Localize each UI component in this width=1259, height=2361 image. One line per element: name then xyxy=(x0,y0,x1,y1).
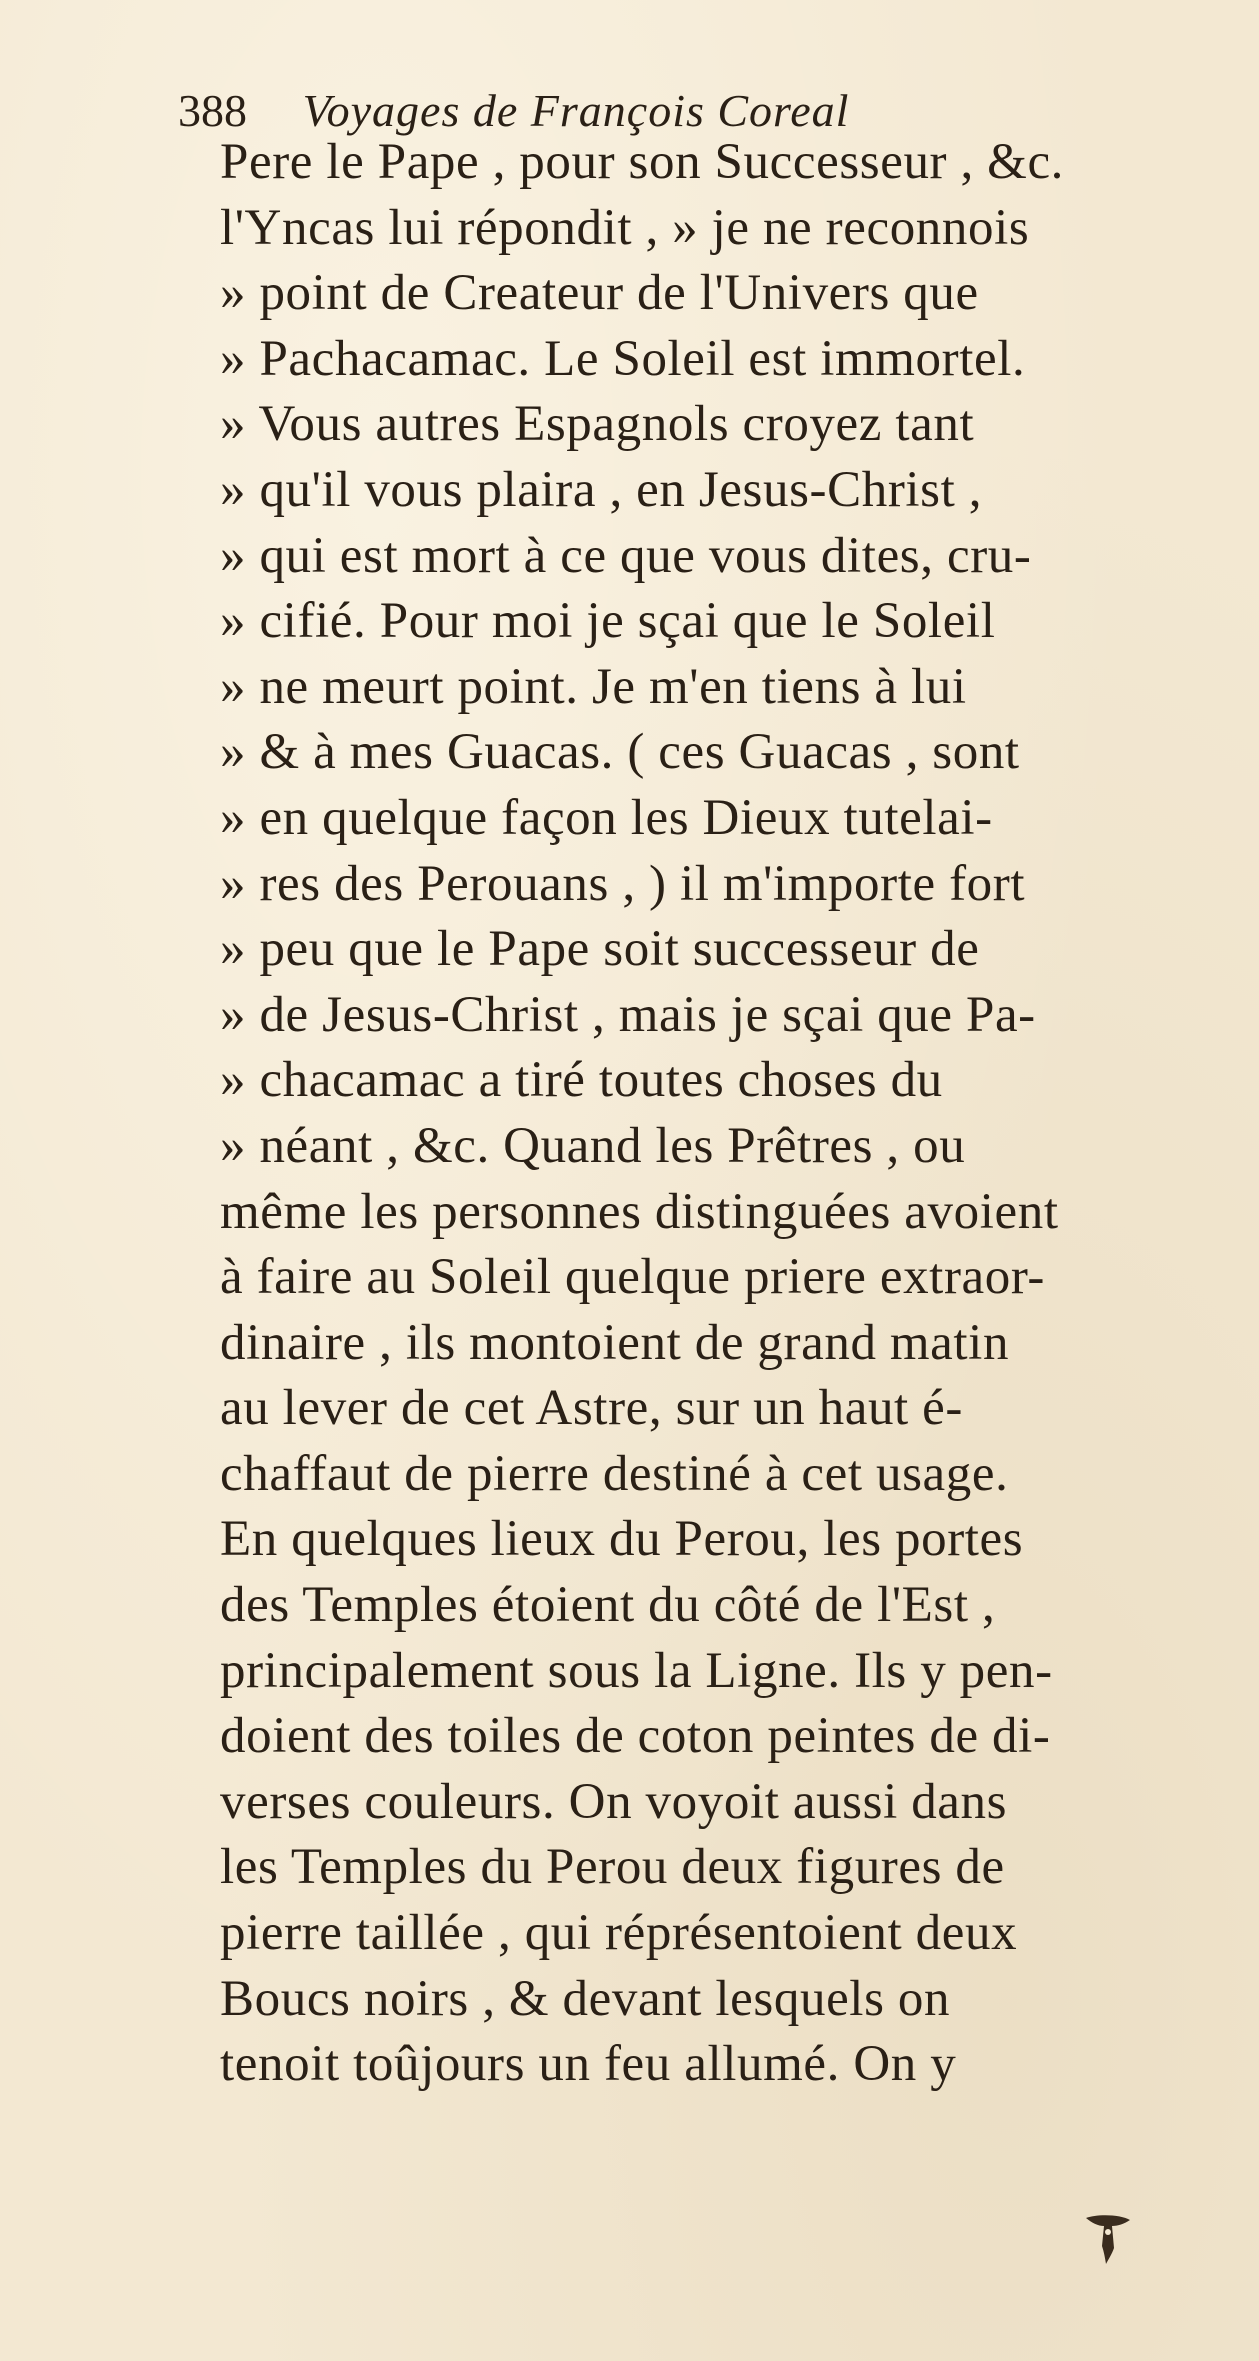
text-line: les Temples du Perou deux figures de xyxy=(220,1839,1005,1896)
text-line: En quelques lieux du Perou, les portes xyxy=(220,1511,1024,1568)
text-line: Boucs noirs , & devant lesquels on xyxy=(220,1970,951,2027)
text-line: » qu'il vous plaira , en Jesus-Christ , xyxy=(220,461,983,518)
text-line: » cifié. Pour moi je sçai que le Soleil xyxy=(220,593,996,650)
text-line: dinaire , ils montoient de grand matin xyxy=(220,1314,1010,1371)
running-head: Voyages de François Coreal xyxy=(302,85,850,136)
text-line: » de Jesus-Christ , mais je sçai que Pa- xyxy=(220,986,1036,1043)
text-line: à faire au Soleil quelque priere extraor- xyxy=(220,1249,1046,1306)
text-line: » en quelque façon les Dieux tutelai- xyxy=(220,789,993,846)
page-number: 388 xyxy=(178,85,247,136)
text-line: doient des toiles de coton peintes de di- xyxy=(220,1708,1051,1765)
text-line: des Temples étoient du côté de l'Est , xyxy=(220,1577,996,1634)
text-line: chaffaut de pierre destiné à cet usage. xyxy=(220,1445,1009,1502)
text-line: » ne meurt point. Je m'en tiens à lui xyxy=(220,658,967,715)
body-text xyxy=(220,130,1200,2098)
text-line: » chacamac a tiré toutes choses du xyxy=(220,1052,943,1109)
text-line: » qui est mort à ce que vous dites, cru- xyxy=(220,527,1032,584)
text-line: » & à mes Guacas. ( ces Guacas , sont xyxy=(220,724,1020,781)
text-line: pierre taillée , qui réprésentoient deux xyxy=(220,1905,1018,1962)
text-line: » res des Perouans , ) il m'importe fort xyxy=(220,855,1026,912)
catchword-fleuron-icon xyxy=(1078,2208,1138,2268)
text-line: » Pachacamac. Le Soleil est immortel. xyxy=(220,330,1026,387)
text-line: » point de Createur de l'Univers que xyxy=(220,265,979,322)
text-line: » Vous autres Espagnols croyez tant xyxy=(220,396,975,453)
text-line: Pere le Pape , pour son Successeur , &c. xyxy=(220,134,1065,190)
text-line: l'Yncas lui répondit , » je ne reconnois xyxy=(220,199,1030,256)
text-line: au lever de cet Astre, sur un haut é- xyxy=(220,1380,963,1437)
text-line: même les personnes distinguées avoient xyxy=(220,1183,1059,1240)
text-line: principalement sous la Ligne. Ils y pen- xyxy=(220,1642,1053,1699)
text-line: verses couleurs. On voyoit aussi dans xyxy=(220,1773,1008,1830)
fleuron-svg xyxy=(1078,2208,1138,2268)
text-line: » peu que le Pape soit successeur de xyxy=(220,921,980,978)
text-line: tenoit toûjours un feu allumé. On y xyxy=(220,2036,957,2093)
text-line: » néant , &c. Quand les Prêtres , ou xyxy=(220,1117,966,1174)
